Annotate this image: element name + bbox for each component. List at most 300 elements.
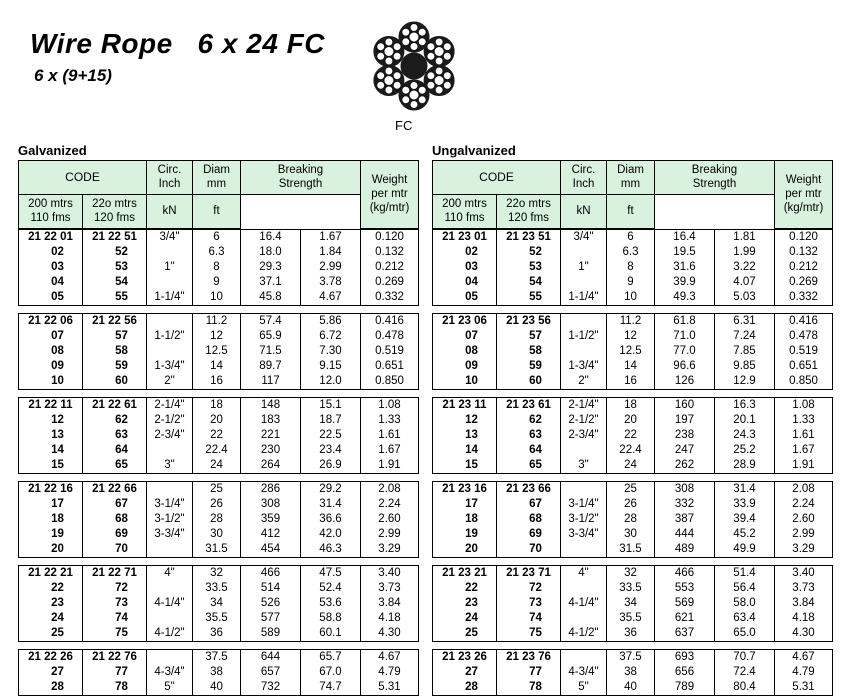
cell-code-220m: 65 bbox=[497, 458, 561, 474]
cell-diam: 28 bbox=[193, 512, 241, 527]
figure-label: FC bbox=[395, 118, 413, 133]
cell-kn: 286 bbox=[241, 481, 301, 497]
cell-kn: 18.0 bbox=[241, 245, 301, 260]
cell-ft: 45.2 bbox=[715, 527, 775, 542]
spec-group bbox=[432, 313, 833, 390]
cell-weight: 3.40 bbox=[361, 565, 419, 581]
cell-diam: 38 bbox=[607, 665, 655, 680]
cell-code-220m: 57 bbox=[497, 329, 561, 344]
cell-weight: 1.67 bbox=[361, 443, 419, 458]
cell-code-220m: 21 22 51 bbox=[83, 229, 147, 245]
cell-code-200m: 05 bbox=[433, 290, 497, 306]
cell-code-220m: 72 bbox=[497, 581, 561, 596]
cell-kn: 19.5 bbox=[655, 245, 715, 260]
cell-code-200m: 03 bbox=[433, 260, 497, 275]
cell-ft: 16.3 bbox=[715, 397, 775, 413]
th-weight: Weight per mtr (kg/mtr) bbox=[361, 161, 419, 229]
group-gap bbox=[432, 306, 840, 313]
cell-weight: 5.31 bbox=[775, 680, 833, 696]
cell-circ: 4" bbox=[561, 565, 607, 581]
cell-weight: 1.61 bbox=[361, 428, 419, 443]
table-row[interactable] bbox=[433, 565, 833, 581]
cell-code-200m: 04 bbox=[433, 275, 497, 290]
cell-kn: 247 bbox=[655, 443, 715, 458]
cell-weight: 0.519 bbox=[361, 344, 419, 359]
cell-code-200m: 17 bbox=[19, 497, 83, 512]
cell-ft: 42.0 bbox=[301, 527, 361, 542]
table-row[interactable] bbox=[19, 649, 419, 665]
table-row[interactable] bbox=[433, 428, 833, 443]
cell-ft: 9.85 bbox=[715, 359, 775, 374]
table-row[interactable] bbox=[433, 229, 833, 245]
cell-code-220m: 21 22 76 bbox=[83, 649, 147, 665]
cell-circ bbox=[147, 344, 193, 359]
table-row[interactable] bbox=[433, 512, 833, 527]
cell-kn: 71.0 bbox=[655, 329, 715, 344]
cell-kn: 359 bbox=[241, 512, 301, 527]
spec-group bbox=[18, 397, 419, 474]
cell-code-200m: 28 bbox=[433, 680, 497, 696]
cell-ft: 67.0 bbox=[301, 665, 361, 680]
cell-ft: 20.1 bbox=[715, 413, 775, 428]
cell-kn: 230 bbox=[241, 443, 301, 458]
cell-kn: 657 bbox=[241, 665, 301, 680]
cell-code-200m: 21 22 21 bbox=[19, 565, 83, 581]
cell-kn: 96.6 bbox=[655, 359, 715, 374]
cell-ft: 31.4 bbox=[301, 497, 361, 512]
spec-group bbox=[18, 649, 419, 696]
cell-diam: 11.2 bbox=[193, 313, 241, 329]
cell-code-200m: 09 bbox=[19, 359, 83, 374]
cell-diam: 14 bbox=[193, 359, 241, 374]
cell-code-200m: 05 bbox=[19, 290, 83, 306]
table-row[interactable] bbox=[19, 596, 419, 611]
table-row[interactable] bbox=[433, 542, 833, 558]
cell-kn: 77.0 bbox=[655, 344, 715, 359]
table-row[interactable] bbox=[19, 512, 419, 527]
table-row[interactable] bbox=[19, 443, 419, 458]
cell-circ bbox=[147, 611, 193, 626]
cell-circ: 2" bbox=[147, 374, 193, 390]
cell-code-220m: 59 bbox=[497, 359, 561, 374]
cell-circ bbox=[147, 313, 193, 329]
cell-weight: 1.08 bbox=[361, 397, 419, 413]
cell-diam: 40 bbox=[607, 680, 655, 696]
cell-circ: 3" bbox=[561, 458, 607, 474]
cell-ft: 28.9 bbox=[715, 458, 775, 474]
cell-kn: 466 bbox=[241, 565, 301, 581]
table-row[interactable] bbox=[19, 245, 419, 260]
cell-weight: 0.651 bbox=[361, 359, 419, 374]
table-row[interactable] bbox=[433, 458, 833, 474]
cell-kn: 49.3 bbox=[655, 290, 715, 306]
table-row[interactable] bbox=[433, 275, 833, 290]
cell-circ bbox=[147, 275, 193, 290]
table-head bbox=[19, 161, 419, 229]
cell-weight: 0.269 bbox=[775, 275, 833, 290]
cell-diam: 40 bbox=[193, 680, 241, 696]
section-label-ungalvanized: Ungalvanized bbox=[432, 143, 516, 158]
cell-diam: 35.5 bbox=[193, 611, 241, 626]
cell-code-200m: 10 bbox=[19, 374, 83, 390]
table-row[interactable] bbox=[19, 413, 419, 428]
cell-diam: 16 bbox=[193, 374, 241, 390]
cell-diam: 11.2 bbox=[607, 313, 655, 329]
cell-code-220m: 65 bbox=[83, 458, 147, 474]
cell-circ: 4-3/4" bbox=[147, 665, 193, 680]
table-row[interactable] bbox=[433, 596, 833, 611]
cell-code-220m: 72 bbox=[83, 581, 147, 596]
cell-code-200m: 04 bbox=[19, 275, 83, 290]
cell-ft: 23.4 bbox=[301, 443, 361, 458]
cell-diam: 12.5 bbox=[607, 344, 655, 359]
table-row[interactable] bbox=[19, 290, 419, 306]
cell-code-200m: 25 bbox=[19, 626, 83, 642]
table-row[interactable] bbox=[19, 581, 419, 596]
spec-group bbox=[18, 229, 419, 306]
cell-diam: 25 bbox=[607, 481, 655, 497]
cell-kn: 45.8 bbox=[241, 290, 301, 306]
group-gap bbox=[18, 306, 426, 313]
cell-ft: 47.5 bbox=[301, 565, 361, 581]
table-row[interactable] bbox=[433, 329, 833, 344]
th-code-200m: 200 mtrs 110 fms bbox=[433, 194, 497, 228]
cell-ft: 7.85 bbox=[715, 344, 775, 359]
cell-circ: 4-1/2" bbox=[561, 626, 607, 642]
cell-ft: 6.31 bbox=[715, 313, 775, 329]
cell-diam: 25 bbox=[193, 481, 241, 497]
cell-diam: 12 bbox=[607, 329, 655, 344]
table-row[interactable] bbox=[433, 397, 833, 413]
cell-weight: 4.18 bbox=[361, 611, 419, 626]
cell-code-200m: 21 23 16 bbox=[433, 481, 497, 497]
table-row[interactable] bbox=[19, 313, 419, 329]
cell-circ bbox=[561, 443, 607, 458]
table-row[interactable] bbox=[19, 428, 419, 443]
ungalvanized-table-body bbox=[432, 229, 840, 696]
cell-kn: 126 bbox=[655, 374, 715, 390]
cell-weight: 0.120 bbox=[775, 229, 833, 245]
cell-diam: 38 bbox=[193, 665, 241, 680]
spec-group bbox=[432, 649, 833, 696]
table-row[interactable] bbox=[433, 481, 833, 497]
cell-diam: 30 bbox=[607, 527, 655, 542]
cell-kn: 16.4 bbox=[241, 229, 301, 245]
cell-kn: 37.1 bbox=[241, 275, 301, 290]
cell-code-220m: 60 bbox=[497, 374, 561, 390]
table-row[interactable] bbox=[433, 626, 833, 642]
cell-kn: 577 bbox=[241, 611, 301, 626]
cell-diam: 9 bbox=[193, 275, 241, 290]
table-row[interactable] bbox=[19, 626, 419, 642]
cell-code-200m: 21 22 26 bbox=[19, 649, 83, 665]
cell-diam: 34 bbox=[607, 596, 655, 611]
cell-circ: 4-1/4" bbox=[561, 596, 607, 611]
cell-code-200m: 21 23 06 bbox=[433, 313, 497, 329]
cell-kn: 569 bbox=[655, 596, 715, 611]
cell-kn: 31.6 bbox=[655, 260, 715, 275]
cell-weight: 2.99 bbox=[361, 527, 419, 542]
cell-code-200m: 03 bbox=[19, 260, 83, 275]
table-row[interactable] bbox=[19, 481, 419, 497]
cell-kn: 221 bbox=[241, 428, 301, 443]
table-row[interactable] bbox=[19, 542, 419, 558]
cell-weight: 3.84 bbox=[775, 596, 833, 611]
cell-ft: 63.4 bbox=[715, 611, 775, 626]
cell-ft: 33.9 bbox=[715, 497, 775, 512]
cell-circ: 4-3/4" bbox=[561, 665, 607, 680]
cell-code-200m: 08 bbox=[433, 344, 497, 359]
cell-weight: 4.67 bbox=[775, 649, 833, 665]
cell-weight: 0.651 bbox=[775, 359, 833, 374]
cell-kn: 514 bbox=[241, 581, 301, 596]
spec-group bbox=[432, 481, 833, 558]
th-weight: Weight per mtr (kg/mtr) bbox=[775, 161, 833, 229]
cell-weight: 0.332 bbox=[775, 290, 833, 306]
cell-circ: 2-1/4" bbox=[147, 397, 193, 413]
cell-code-220m: 68 bbox=[83, 512, 147, 527]
cell-code-220m: 21 23 51 bbox=[497, 229, 561, 245]
table-row[interactable] bbox=[433, 413, 833, 428]
cell-circ bbox=[561, 313, 607, 329]
cell-diam: 33.5 bbox=[607, 581, 655, 596]
cell-code-200m: 09 bbox=[433, 359, 497, 374]
cell-weight: 0.120 bbox=[361, 229, 419, 245]
cell-kn: 789 bbox=[655, 680, 715, 696]
table-row[interactable] bbox=[19, 275, 419, 290]
cell-code-220m: 73 bbox=[497, 596, 561, 611]
cell-circ bbox=[561, 581, 607, 596]
group-gap bbox=[18, 474, 426, 481]
cell-diam: 24 bbox=[607, 458, 655, 474]
table-row[interactable] bbox=[433, 290, 833, 306]
table-row[interactable] bbox=[19, 229, 419, 245]
page-subtitle: 6 x (9+15) bbox=[34, 66, 112, 85]
cell-ft: 12.9 bbox=[715, 374, 775, 390]
table-row[interactable] bbox=[19, 458, 419, 474]
cell-code-220m: 58 bbox=[497, 344, 561, 359]
galvanized-table-body bbox=[18, 229, 426, 696]
cell-ft: 70.7 bbox=[715, 649, 775, 665]
th-ft: ft bbox=[607, 194, 655, 228]
table-row[interactable] bbox=[433, 581, 833, 596]
cell-ft: 58.8 bbox=[301, 611, 361, 626]
cell-circ: 1-1/2" bbox=[561, 329, 607, 344]
table-row[interactable] bbox=[433, 359, 833, 374]
cell-code-200m: 14 bbox=[433, 443, 497, 458]
cell-code-200m: 22 bbox=[433, 581, 497, 596]
cell-circ bbox=[147, 481, 193, 497]
table-row[interactable] bbox=[433, 245, 833, 260]
cell-code-220m: 55 bbox=[497, 290, 561, 306]
cell-ft: 24.3 bbox=[715, 428, 775, 443]
group-gap bbox=[18, 390, 426, 397]
cell-kn: 308 bbox=[241, 497, 301, 512]
spec-group bbox=[18, 313, 419, 390]
cell-code-220m: 21 23 71 bbox=[497, 565, 561, 581]
th-ft: ft bbox=[193, 194, 241, 228]
cell-diam: 32 bbox=[193, 565, 241, 581]
cell-diam: 16 bbox=[607, 374, 655, 390]
spec-group bbox=[432, 397, 833, 474]
cell-code-200m: 19 bbox=[19, 527, 83, 542]
cell-code-220m: 78 bbox=[497, 680, 561, 696]
cell-code-200m: 21 23 11 bbox=[433, 397, 497, 413]
table-row[interactable] bbox=[433, 649, 833, 665]
cell-ft: 7.30 bbox=[301, 344, 361, 359]
cell-weight: 1.91 bbox=[775, 458, 833, 474]
cell-ft: 9.15 bbox=[301, 359, 361, 374]
cell-diam: 28 bbox=[607, 512, 655, 527]
table-row[interactable] bbox=[19, 611, 419, 626]
cell-diam: 34 bbox=[193, 596, 241, 611]
cell-weight: 0.132 bbox=[775, 245, 833, 260]
cell-code-220m: 70 bbox=[497, 542, 561, 558]
cell-diam: 30 bbox=[193, 527, 241, 542]
table-row[interactable] bbox=[433, 611, 833, 626]
cell-circ: 3/4" bbox=[147, 229, 193, 245]
table-row[interactable] bbox=[19, 344, 419, 359]
cell-code-200m: 24 bbox=[19, 611, 83, 626]
cell-diam: 24 bbox=[193, 458, 241, 474]
table-row[interactable] bbox=[433, 497, 833, 512]
cell-diam: 22.4 bbox=[607, 443, 655, 458]
cell-code-220m: 21 23 66 bbox=[497, 481, 561, 497]
cell-code-200m: 07 bbox=[19, 329, 83, 344]
table-row[interactable] bbox=[19, 359, 419, 374]
cell-circ: 1-1/4" bbox=[561, 290, 607, 306]
table-row[interactable] bbox=[19, 527, 419, 542]
cell-weight: 1.61 bbox=[775, 428, 833, 443]
cell-code-200m: 21 23 01 bbox=[433, 229, 497, 245]
cell-ft: 1.84 bbox=[301, 245, 361, 260]
table-row[interactable] bbox=[433, 680, 833, 696]
page-title: Wire Rope 6 x 24 FC bbox=[30, 28, 325, 59]
cell-kn: 732 bbox=[241, 680, 301, 696]
cell-weight: 1.33 bbox=[775, 413, 833, 428]
th-code-220m: 22o mtrs 120 fms bbox=[497, 194, 561, 228]
cell-diam: 22.4 bbox=[193, 443, 241, 458]
cell-kn: 57.4 bbox=[241, 313, 301, 329]
cell-ft: 36.6 bbox=[301, 512, 361, 527]
cell-code-200m: 21 23 26 bbox=[433, 649, 497, 665]
cell-circ: 3-3/4" bbox=[147, 527, 193, 542]
table-row[interactable] bbox=[19, 565, 419, 581]
table-row[interactable] bbox=[19, 680, 419, 696]
cell-circ: 3-1/2" bbox=[561, 512, 607, 527]
cell-code-200m: 14 bbox=[19, 443, 83, 458]
cell-kn: 61.8 bbox=[655, 313, 715, 329]
cell-kn: 183 bbox=[241, 413, 301, 428]
group-gap bbox=[432, 558, 840, 565]
table-row[interactable] bbox=[19, 665, 419, 680]
cell-circ bbox=[147, 443, 193, 458]
group-gap bbox=[18, 642, 426, 649]
cell-circ: 1" bbox=[561, 260, 607, 275]
cell-circ: 3/4" bbox=[561, 229, 607, 245]
cell-kn: 117 bbox=[241, 374, 301, 390]
th-circ: Circ. Inch bbox=[561, 161, 607, 195]
cell-ft: 22.5 bbox=[301, 428, 361, 443]
cell-weight: 3.29 bbox=[361, 542, 419, 558]
table-row[interactable] bbox=[19, 397, 419, 413]
cell-code-220m: 78 bbox=[83, 680, 147, 696]
cell-code-220m: 58 bbox=[83, 344, 147, 359]
cell-circ bbox=[561, 649, 607, 665]
cell-ft: 5.03 bbox=[715, 290, 775, 306]
cell-circ bbox=[561, 245, 607, 260]
cell-weight: 3.73 bbox=[361, 581, 419, 596]
cell-weight: 4.18 bbox=[775, 611, 833, 626]
cell-kn: 656 bbox=[655, 665, 715, 680]
cell-circ: 1-1/4" bbox=[147, 290, 193, 306]
cell-code-200m: 15 bbox=[433, 458, 497, 474]
table-row[interactable] bbox=[433, 443, 833, 458]
cell-weight: 0.269 bbox=[361, 275, 419, 290]
cell-code-200m: 08 bbox=[19, 344, 83, 359]
cell-code-200m: 18 bbox=[433, 512, 497, 527]
cell-ft: 80.4 bbox=[715, 680, 775, 696]
cell-diam: 12 bbox=[193, 329, 241, 344]
cell-diam: 26 bbox=[193, 497, 241, 512]
cell-code-220m: 55 bbox=[83, 290, 147, 306]
cell-ft: 46.3 bbox=[301, 542, 361, 558]
cell-diam: 31.5 bbox=[607, 542, 655, 558]
table-row[interactable] bbox=[433, 665, 833, 680]
cell-weight: 4.79 bbox=[361, 665, 419, 680]
cell-code-220m: 60 bbox=[83, 374, 147, 390]
cell-diam: 37.5 bbox=[607, 649, 655, 665]
cell-code-220m: 63 bbox=[497, 428, 561, 443]
table-row[interactable] bbox=[433, 527, 833, 542]
cell-ft: 49.9 bbox=[715, 542, 775, 558]
cell-diam: 6.3 bbox=[193, 245, 241, 260]
table-row[interactable] bbox=[19, 260, 419, 275]
galvanized-spec-table bbox=[18, 160, 419, 229]
cell-code-200m: 21 22 16 bbox=[19, 481, 83, 497]
table-row[interactable] bbox=[433, 344, 833, 359]
table-row[interactable] bbox=[19, 374, 419, 390]
th-code: CODE bbox=[433, 161, 561, 195]
table-row[interactable] bbox=[19, 497, 419, 512]
galvanized-table-wrap bbox=[18, 160, 426, 696]
cell-weight: 2.60 bbox=[361, 512, 419, 527]
cell-code-200m: 27 bbox=[433, 665, 497, 680]
cell-kn: 160 bbox=[655, 397, 715, 413]
cell-code-200m: 12 bbox=[433, 413, 497, 428]
cell-ft: 26.9 bbox=[301, 458, 361, 474]
cell-code-200m: 27 bbox=[19, 665, 83, 680]
cell-kn: 308 bbox=[655, 481, 715, 497]
cell-code-200m: 10 bbox=[433, 374, 497, 390]
group-gap bbox=[18, 558, 426, 565]
cell-ft: 60.1 bbox=[301, 626, 361, 642]
cell-code-200m: 28 bbox=[19, 680, 83, 696]
table-row[interactable] bbox=[433, 260, 833, 275]
cell-diam: 31.5 bbox=[193, 542, 241, 558]
cell-weight: 3.84 bbox=[361, 596, 419, 611]
cell-code-220m: 21 23 56 bbox=[497, 313, 561, 329]
table-row[interactable] bbox=[19, 329, 419, 344]
th-diam: Diam mm bbox=[193, 161, 241, 195]
table-row[interactable] bbox=[433, 313, 833, 329]
cell-weight: 3.29 bbox=[775, 542, 833, 558]
th-kn: kN bbox=[561, 194, 607, 228]
cell-weight: 0.519 bbox=[775, 344, 833, 359]
cell-ft: 25.2 bbox=[715, 443, 775, 458]
table-row[interactable] bbox=[433, 374, 833, 390]
table-head bbox=[433, 161, 833, 229]
